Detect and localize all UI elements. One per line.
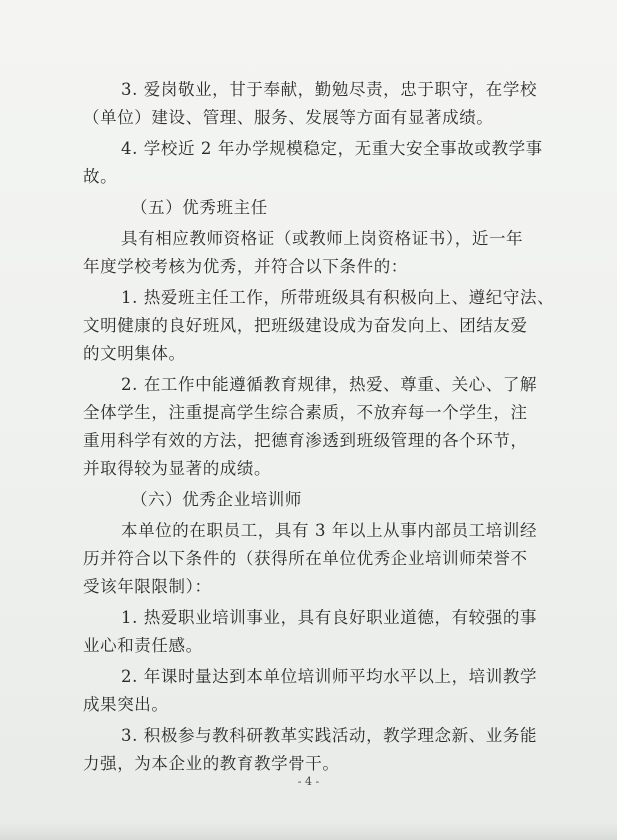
scan-edge-shadow: [0, 822, 617, 840]
paragraph-line: （单位）建设、管理、服务、发展等方面有显著成绩。: [83, 108, 494, 127]
paragraph-line: 1. 热爱职业培训事业，具有良好职业道德，有较强的事: [121, 608, 538, 627]
paragraph-line: 受该年限限制）：: [83, 577, 212, 596]
paragraph-line: 年度学校考核为优秀，并符合以下条件的：: [83, 257, 408, 276]
paragraph-line: 文明健康的良好班风，把班级建设成为奋发向上、团结友爱: [83, 316, 528, 335]
paragraph-line: 全体学生，注重提高学生综合素质，不放弃每一个学生，注: [83, 403, 528, 422]
paragraph-line: 业心和责任感。: [83, 636, 203, 655]
paragraph-line: 的文明集体。: [83, 344, 186, 363]
paragraph-line: 本单位的在职员工，具有 3 年以上从事内部员工培训经: [121, 521, 538, 540]
document-body: [83, 76, 555, 778]
paragraph-line: 3. 积极参与教科研教革实践活动，教学理念新、业务能: [121, 726, 538, 745]
paragraph-line: 并取得较为显著的成绩。: [83, 459, 272, 478]
section-heading: （五）优秀班主任: [131, 198, 268, 217]
paragraph-line: 具有相应教师资格证（或教师上岗资格证书），近一年: [121, 229, 524, 248]
paragraph-line: 4. 学校近 2 年办学规模稳定，无重大安全事故或教学事: [121, 139, 543, 158]
paragraph-line: 力强，为本企业的教育教学骨干。: [83, 754, 340, 773]
section-heading: （六）优秀企业培训师: [131, 490, 302, 509]
paragraph-line: 2. 在工作中能遵循教育规律，热爱、尊重、关心、了解: [121, 375, 538, 394]
paragraph-line: 重用科学有效的方法，把德育渗透到班级管理的各个环节，: [83, 431, 528, 450]
paragraph-line: 1. 热爱班主任工作，所带班级具有积极向上、遵纪守法、: [121, 288, 555, 307]
paragraph-line: 故。: [83, 167, 118, 186]
paragraph-line: 历并符合以下条件的（获得所在单位优秀企业培训师荣誉不: [83, 549, 528, 568]
paragraph-line: 2. 年课时量达到本单位培训师平均水平以上，培训教学: [121, 667, 538, 686]
page-number: - 4 -: [297, 775, 320, 788]
paragraph-line: 成果突出。: [83, 695, 169, 714]
paragraph-line: 3. 爱岗敬业，甘于奉献，勤勉尽责，忠于职守，在学校: [121, 80, 538, 99]
